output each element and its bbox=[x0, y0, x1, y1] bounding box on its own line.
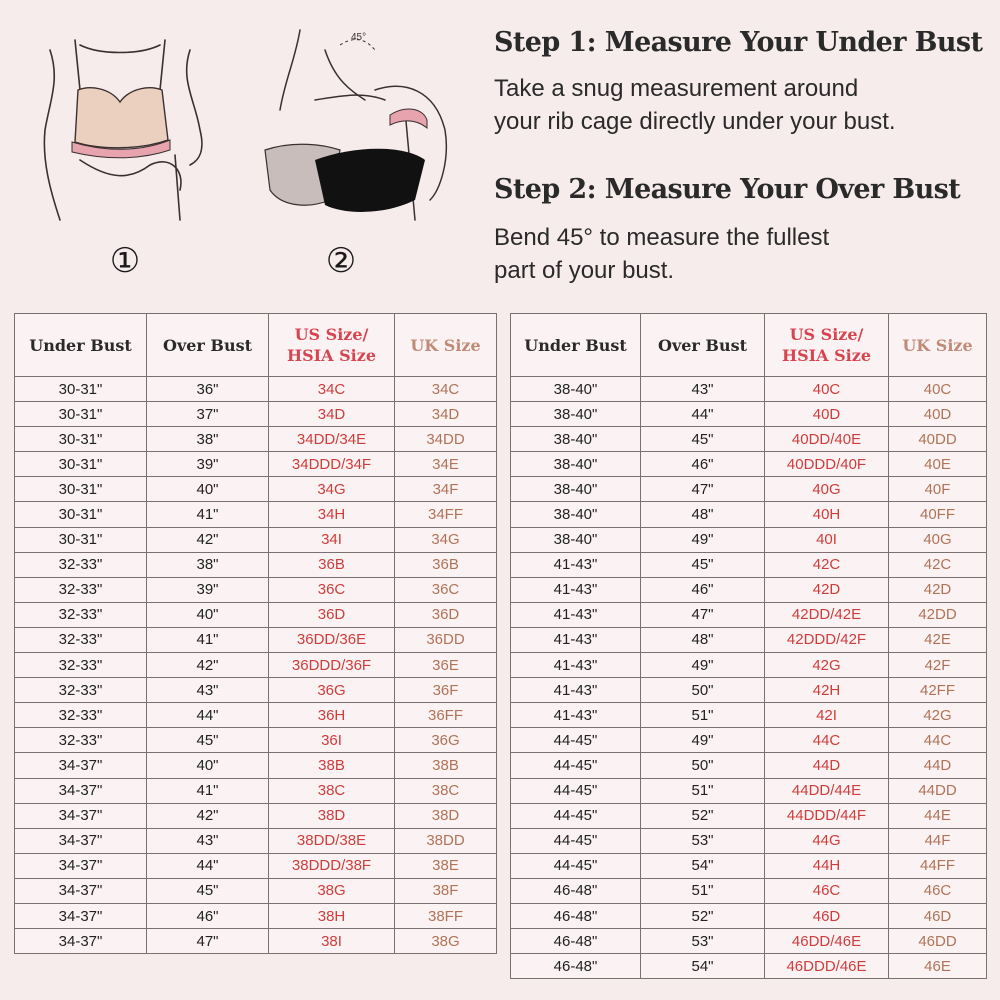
under-bust-cell: 32-33" bbox=[15, 728, 147, 753]
uk-size-cell: 34FF bbox=[395, 502, 497, 527]
table-row bbox=[15, 703, 497, 728]
over-bust-cell: 47" bbox=[147, 929, 269, 954]
over-bust-cell: 51" bbox=[641, 703, 765, 728]
us-size-cell: 38H bbox=[269, 903, 395, 928]
over-bust-cell: 38" bbox=[147, 552, 269, 577]
table-row bbox=[511, 377, 987, 402]
header-us-line1: US Size/ bbox=[789, 325, 864, 344]
under-bust-cell: 32-33" bbox=[15, 678, 147, 703]
over-bust-measuring-figure bbox=[255, 20, 470, 230]
table-row bbox=[511, 678, 987, 703]
table-row bbox=[15, 878, 497, 903]
table-row bbox=[511, 627, 987, 652]
under-bust-cell: 38-40" bbox=[511, 402, 641, 427]
us-size-cell: 42DD/42E bbox=[765, 602, 889, 627]
under-bust-cell: 41-43" bbox=[511, 627, 641, 652]
under-bust-cell: 38-40" bbox=[511, 377, 641, 402]
over-bust-cell: 36" bbox=[147, 377, 269, 402]
step2-desc-line2: part of your bust. bbox=[494, 257, 675, 284]
table-row bbox=[15, 627, 497, 652]
under-bust-cell: 38-40" bbox=[511, 502, 641, 527]
uk-size-cell: 40FF bbox=[889, 502, 987, 527]
over-bust-cell: 42" bbox=[147, 653, 269, 678]
under-bust-cell: 44-45" bbox=[511, 728, 641, 753]
header-under-bust: Under Bust bbox=[511, 314, 641, 377]
table-row bbox=[15, 577, 497, 602]
us-size-cell: 46D bbox=[765, 903, 889, 928]
over-bust-cell: 43" bbox=[147, 828, 269, 853]
header-us-line2: HSIA Size bbox=[286, 346, 377, 365]
over-bust-cell: 53" bbox=[641, 828, 765, 853]
uk-size-cell: 38D bbox=[395, 803, 497, 828]
uk-size-cell: 40D bbox=[889, 402, 987, 427]
under-bust-cell: 34-37" bbox=[15, 903, 147, 928]
us-size-cell: 34C bbox=[269, 377, 395, 402]
over-bust-cell: 44" bbox=[641, 402, 765, 427]
table-row bbox=[511, 477, 987, 502]
uk-size-cell: 40F bbox=[889, 477, 987, 502]
over-bust-cell: 45" bbox=[641, 427, 765, 452]
table-row bbox=[15, 853, 497, 878]
table-row bbox=[15, 602, 497, 627]
table-row bbox=[511, 954, 987, 979]
header-uk-size: UK Size bbox=[889, 314, 987, 377]
over-bust-cell: 39" bbox=[147, 452, 269, 477]
table-row bbox=[511, 502, 987, 527]
uk-size-cell: 36B bbox=[395, 552, 497, 577]
table-row bbox=[15, 402, 497, 427]
over-bust-cell: 42" bbox=[147, 803, 269, 828]
under-bust-cell: 30-31" bbox=[15, 427, 147, 452]
table-row bbox=[511, 577, 987, 602]
over-bust-cell: 46" bbox=[147, 903, 269, 928]
us-size-cell: 40D bbox=[765, 402, 889, 427]
under-bust-cell: 44-45" bbox=[511, 853, 641, 878]
table-row bbox=[511, 602, 987, 627]
uk-size-cell: 38FF bbox=[395, 903, 497, 928]
table-row bbox=[511, 753, 987, 778]
over-bust-cell: 44" bbox=[147, 703, 269, 728]
table-row bbox=[511, 878, 987, 903]
table-row bbox=[511, 527, 987, 552]
over-bust-cell: 39" bbox=[147, 577, 269, 602]
uk-size-cell: 38C bbox=[395, 778, 497, 803]
uk-size-cell: 36F bbox=[395, 678, 497, 703]
under-bust-cell: 41-43" bbox=[511, 703, 641, 728]
us-size-cell: 36B bbox=[269, 552, 395, 577]
table-row bbox=[15, 929, 497, 954]
angle-label: 45° bbox=[351, 32, 367, 43]
us-size-cell: 46C bbox=[765, 878, 889, 903]
us-size-cell: 42DDD/42F bbox=[765, 627, 889, 652]
uk-size-cell: 34C bbox=[395, 377, 497, 402]
table-header-row bbox=[511, 314, 987, 377]
under-bust-cell: 32-33" bbox=[15, 552, 147, 577]
table-row bbox=[511, 452, 987, 477]
uk-size-cell: 36G bbox=[395, 728, 497, 753]
uk-size-cell: 34DD bbox=[395, 427, 497, 452]
us-size-cell: 42G bbox=[765, 653, 889, 678]
under-bust-cell: 41-43" bbox=[511, 653, 641, 678]
table-row bbox=[511, 402, 987, 427]
under-bust-cell: 44-45" bbox=[511, 778, 641, 803]
over-bust-cell: 50" bbox=[641, 753, 765, 778]
step1-desc-line1: Take a snug measurement around bbox=[494, 75, 859, 102]
us-size-cell: 44DDD/44F bbox=[765, 803, 889, 828]
step1-desc-line2: your rib cage directly under your bust. bbox=[494, 108, 896, 135]
under-bust-cell: 34-37" bbox=[15, 803, 147, 828]
table-row bbox=[15, 828, 497, 853]
table-row bbox=[511, 828, 987, 853]
us-size-cell: 34DD/34E bbox=[269, 427, 395, 452]
us-size-cell: 44H bbox=[765, 853, 889, 878]
under-bust-cell: 34-37" bbox=[15, 929, 147, 954]
step1-description bbox=[494, 72, 974, 138]
us-size-cell: 40DDD/40F bbox=[765, 452, 889, 477]
table-row bbox=[511, 903, 987, 928]
header-over-bust: Over Bust bbox=[147, 314, 269, 377]
table-row bbox=[15, 477, 497, 502]
header-us-size bbox=[765, 314, 889, 377]
uk-size-cell: 36D bbox=[395, 602, 497, 627]
uk-size-cell: 46D bbox=[889, 903, 987, 928]
us-size-cell: 38C bbox=[269, 778, 395, 803]
uk-size-cell: 38B bbox=[395, 753, 497, 778]
under-bust-cell: 46-48" bbox=[511, 954, 641, 979]
over-bust-cell: 41" bbox=[147, 778, 269, 803]
under-bust-cell: 38-40" bbox=[511, 477, 641, 502]
measurement-illustrations bbox=[0, 0, 480, 300]
us-size-cell: 40DD/40E bbox=[765, 427, 889, 452]
uk-size-cell: 34E bbox=[395, 452, 497, 477]
step1-number-marker: ① bbox=[109, 241, 141, 281]
us-size-cell: 38DD/38E bbox=[269, 828, 395, 853]
under-bust-cell: 41-43" bbox=[511, 678, 641, 703]
step2-number-marker: ② bbox=[325, 241, 357, 281]
over-bust-cell: 49" bbox=[641, 728, 765, 753]
table-row bbox=[15, 903, 497, 928]
us-size-cell: 40C bbox=[765, 377, 889, 402]
under-bust-cell: 30-31" bbox=[15, 452, 147, 477]
table-row bbox=[511, 703, 987, 728]
us-size-cell: 42D bbox=[765, 577, 889, 602]
over-bust-cell: 52" bbox=[641, 903, 765, 928]
us-size-cell: 38B bbox=[269, 753, 395, 778]
us-size-cell: 42I bbox=[765, 703, 889, 728]
over-bust-cell: 40" bbox=[147, 602, 269, 627]
over-bust-cell: 50" bbox=[641, 678, 765, 703]
us-size-cell: 38I bbox=[269, 929, 395, 954]
table-row bbox=[15, 527, 497, 552]
us-size-cell: 34I bbox=[269, 527, 395, 552]
step2-desc-line1: Bend 45° to measure the fullest bbox=[494, 224, 830, 251]
uk-size-cell: 38DD bbox=[395, 828, 497, 853]
uk-size-cell: 42D bbox=[889, 577, 987, 602]
us-size-cell: 36D bbox=[269, 602, 395, 627]
under-bust-cell: 34-37" bbox=[15, 778, 147, 803]
under-bust-cell: 32-33" bbox=[15, 577, 147, 602]
uk-size-cell: 34F bbox=[395, 477, 497, 502]
size-chart-table-right bbox=[510, 313, 987, 979]
table-row bbox=[511, 427, 987, 452]
us-size-cell: 40I bbox=[765, 527, 889, 552]
under-bust-cell: 32-33" bbox=[15, 653, 147, 678]
uk-size-cell: 42DD bbox=[889, 602, 987, 627]
over-bust-cell: 45" bbox=[147, 728, 269, 753]
uk-size-cell: 36E bbox=[395, 653, 497, 678]
us-size-cell: 44C bbox=[765, 728, 889, 753]
over-bust-cell: 45" bbox=[641, 552, 765, 577]
us-size-cell: 44DD/44E bbox=[765, 778, 889, 803]
under-bust-cell: 38-40" bbox=[511, 427, 641, 452]
us-size-cell: 38G bbox=[269, 878, 395, 903]
uk-size-cell: 44E bbox=[889, 803, 987, 828]
under-bust-cell: 30-31" bbox=[15, 527, 147, 552]
under-bust-cell: 30-31" bbox=[15, 377, 147, 402]
us-size-cell: 38DDD/38F bbox=[269, 853, 395, 878]
over-bust-cell: 48" bbox=[641, 502, 765, 527]
under-bust-cell: 34-37" bbox=[15, 853, 147, 878]
under-bust-cell: 44-45" bbox=[511, 803, 641, 828]
uk-size-cell: 42FF bbox=[889, 678, 987, 703]
us-size-cell: 40G bbox=[765, 477, 889, 502]
uk-size-cell: 44FF bbox=[889, 853, 987, 878]
over-bust-cell: 40" bbox=[147, 753, 269, 778]
uk-size-cell: 38G bbox=[395, 929, 497, 954]
header-us-line1: US Size/ bbox=[294, 325, 369, 344]
size-chart-table-left bbox=[14, 313, 497, 954]
us-size-cell: 40H bbox=[765, 502, 889, 527]
under-bust-cell: 32-33" bbox=[15, 627, 147, 652]
under-bust-cell: 34-37" bbox=[15, 828, 147, 853]
us-size-cell: 46DDD/46E bbox=[765, 954, 889, 979]
under-bust-cell: 38-40" bbox=[511, 527, 641, 552]
header-us-line2: HSIA Size bbox=[781, 346, 872, 365]
us-size-cell: 34D bbox=[269, 402, 395, 427]
under-bust-cell: 41-43" bbox=[511, 552, 641, 577]
header-us-size bbox=[269, 314, 395, 377]
under-bust-cell: 38-40" bbox=[511, 452, 641, 477]
us-size-cell: 38D bbox=[269, 803, 395, 828]
us-size-cell: 42H bbox=[765, 678, 889, 703]
table-row bbox=[15, 678, 497, 703]
step1-title: Step 1: Measure Your Under Bust bbox=[494, 27, 983, 58]
uk-size-cell: 36C bbox=[395, 577, 497, 602]
table-row bbox=[15, 552, 497, 577]
table-body-right bbox=[511, 377, 987, 979]
table-header-row bbox=[15, 314, 497, 377]
table-row bbox=[15, 502, 497, 527]
table-body-left bbox=[15, 377, 497, 954]
header-uk-size: UK Size bbox=[395, 314, 497, 377]
us-size-cell: 36G bbox=[269, 678, 395, 703]
uk-size-cell: 34G bbox=[395, 527, 497, 552]
us-size-cell: 42C bbox=[765, 552, 889, 577]
over-bust-cell: 45" bbox=[147, 878, 269, 903]
over-bust-cell: 51" bbox=[641, 878, 765, 903]
uk-size-cell: 42C bbox=[889, 552, 987, 577]
over-bust-cell: 52" bbox=[641, 803, 765, 828]
uk-size-cell: 36DD bbox=[395, 627, 497, 652]
us-size-cell: 44D bbox=[765, 753, 889, 778]
under-bust-cell: 34-37" bbox=[15, 753, 147, 778]
over-bust-cell: 40" bbox=[147, 477, 269, 502]
us-size-cell: 36I bbox=[269, 728, 395, 753]
uk-size-cell: 44C bbox=[889, 728, 987, 753]
under-bust-cell: 41-43" bbox=[511, 602, 641, 627]
over-bust-cell: 54" bbox=[641, 954, 765, 979]
over-bust-cell: 43" bbox=[147, 678, 269, 703]
under-bust-cell: 46-48" bbox=[511, 929, 641, 954]
uk-size-cell: 46C bbox=[889, 878, 987, 903]
uk-size-cell: 40C bbox=[889, 377, 987, 402]
table-row bbox=[511, 778, 987, 803]
us-size-cell: 36H bbox=[269, 703, 395, 728]
header-under-bust: Under Bust bbox=[15, 314, 147, 377]
over-bust-cell: 41" bbox=[147, 627, 269, 652]
uk-size-cell: 34D bbox=[395, 402, 497, 427]
over-bust-cell: 38" bbox=[147, 427, 269, 452]
over-bust-cell: 53" bbox=[641, 929, 765, 954]
table-row bbox=[511, 929, 987, 954]
under-bust-cell: 30-31" bbox=[15, 402, 147, 427]
over-bust-cell: 42" bbox=[147, 527, 269, 552]
under-bust-cell: 30-31" bbox=[15, 502, 147, 527]
under-bust-cell: 34-37" bbox=[15, 878, 147, 903]
us-size-cell: 36DD/36E bbox=[269, 627, 395, 652]
table-row bbox=[15, 427, 497, 452]
step2-description bbox=[494, 221, 974, 287]
over-bust-cell: 54" bbox=[641, 853, 765, 878]
header-over-bust: Over Bust bbox=[641, 314, 765, 377]
uk-size-cell: 44DD bbox=[889, 778, 987, 803]
table-row bbox=[15, 452, 497, 477]
table-row bbox=[15, 778, 497, 803]
over-bust-cell: 47" bbox=[641, 602, 765, 627]
under-bust-cell: 44-45" bbox=[511, 828, 641, 853]
over-bust-cell: 43" bbox=[641, 377, 765, 402]
uk-size-cell: 46DD bbox=[889, 929, 987, 954]
uk-size-cell: 42F bbox=[889, 653, 987, 678]
uk-size-cell: 44D bbox=[889, 753, 987, 778]
us-size-cell: 36DDD/36F bbox=[269, 653, 395, 678]
table-row bbox=[15, 753, 497, 778]
under-bust-cell: 32-33" bbox=[15, 602, 147, 627]
uk-size-cell: 46E bbox=[889, 954, 987, 979]
under-bust-cell: 44-45" bbox=[511, 753, 641, 778]
over-bust-cell: 51" bbox=[641, 778, 765, 803]
us-size-cell: 46DD/46E bbox=[765, 929, 889, 954]
uk-size-cell: 44F bbox=[889, 828, 987, 853]
over-bust-cell: 48" bbox=[641, 627, 765, 652]
step2-title: Step 2: Measure Your Over Bust bbox=[494, 174, 961, 205]
us-size-cell: 36C bbox=[269, 577, 395, 602]
uk-size-cell: 40G bbox=[889, 527, 987, 552]
us-size-cell: 44G bbox=[765, 828, 889, 853]
table-row bbox=[15, 653, 497, 678]
under-bust-cell: 30-31" bbox=[15, 477, 147, 502]
over-bust-cell: 46" bbox=[641, 577, 765, 602]
table-row bbox=[511, 803, 987, 828]
table-row bbox=[511, 552, 987, 577]
over-bust-cell: 44" bbox=[147, 853, 269, 878]
table-row bbox=[511, 653, 987, 678]
uk-size-cell: 38F bbox=[395, 878, 497, 903]
under-bust-measuring-figure bbox=[20, 30, 220, 230]
over-bust-cell: 46" bbox=[641, 452, 765, 477]
table-row bbox=[15, 728, 497, 753]
uk-size-cell: 42E bbox=[889, 627, 987, 652]
over-bust-cell: 49" bbox=[641, 653, 765, 678]
over-bust-cell: 47" bbox=[641, 477, 765, 502]
us-size-cell: 34DDD/34F bbox=[269, 452, 395, 477]
table-row bbox=[15, 803, 497, 828]
under-bust-cell: 32-33" bbox=[15, 703, 147, 728]
table-row bbox=[511, 728, 987, 753]
uk-size-cell: 42G bbox=[889, 703, 987, 728]
uk-size-cell: 36FF bbox=[395, 703, 497, 728]
uk-size-cell: 40DD bbox=[889, 427, 987, 452]
uk-size-cell: 40E bbox=[889, 452, 987, 477]
table-row bbox=[15, 377, 497, 402]
us-size-cell: 34H bbox=[269, 502, 395, 527]
under-bust-cell: 41-43" bbox=[511, 577, 641, 602]
under-bust-cell: 46-48" bbox=[511, 878, 641, 903]
under-bust-cell: 46-48" bbox=[511, 903, 641, 928]
uk-size-cell: 38E bbox=[395, 853, 497, 878]
table-row bbox=[511, 853, 987, 878]
over-bust-cell: 37" bbox=[147, 402, 269, 427]
us-size-cell: 34G bbox=[269, 477, 395, 502]
over-bust-cell: 41" bbox=[147, 502, 269, 527]
over-bust-cell: 49" bbox=[641, 527, 765, 552]
